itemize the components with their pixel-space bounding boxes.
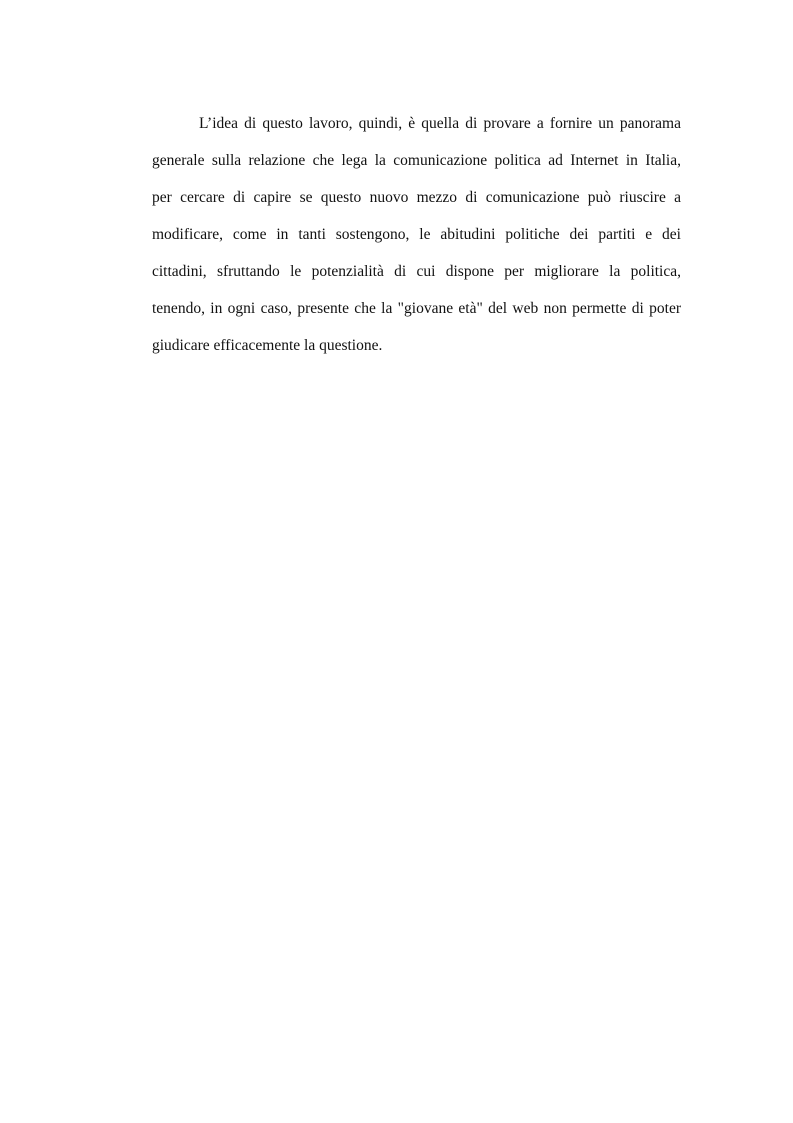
paragraph-line: L’idea di questo lavoro, quindi, è quella di provare a fornire un panorama <box>199 115 681 132</box>
paragraph-line: generale sulla relazione che lega la comunicazione politica ad Internet in Italia, <box>152 152 681 169</box>
paragraph-line: modificare, come in tanti sostengono, le abitudini politiche dei partiti e dei <box>152 226 681 243</box>
paragraph-line: per cercare di capire se questo nuovo mezzo di comunicazione può riuscire a <box>152 189 681 206</box>
paragraph-line: cittadini, sfruttando le potenzialità di cui dispone per migliorare la politica, <box>152 263 681 280</box>
paragraph-line: giudicare efficacemente la questione. <box>152 337 383 354</box>
paragraph-line: tenendo, in ogni caso, presente che la "giovane età" del web non permette di poter <box>152 300 681 317</box>
body-paragraph <box>152 110 681 369</box>
